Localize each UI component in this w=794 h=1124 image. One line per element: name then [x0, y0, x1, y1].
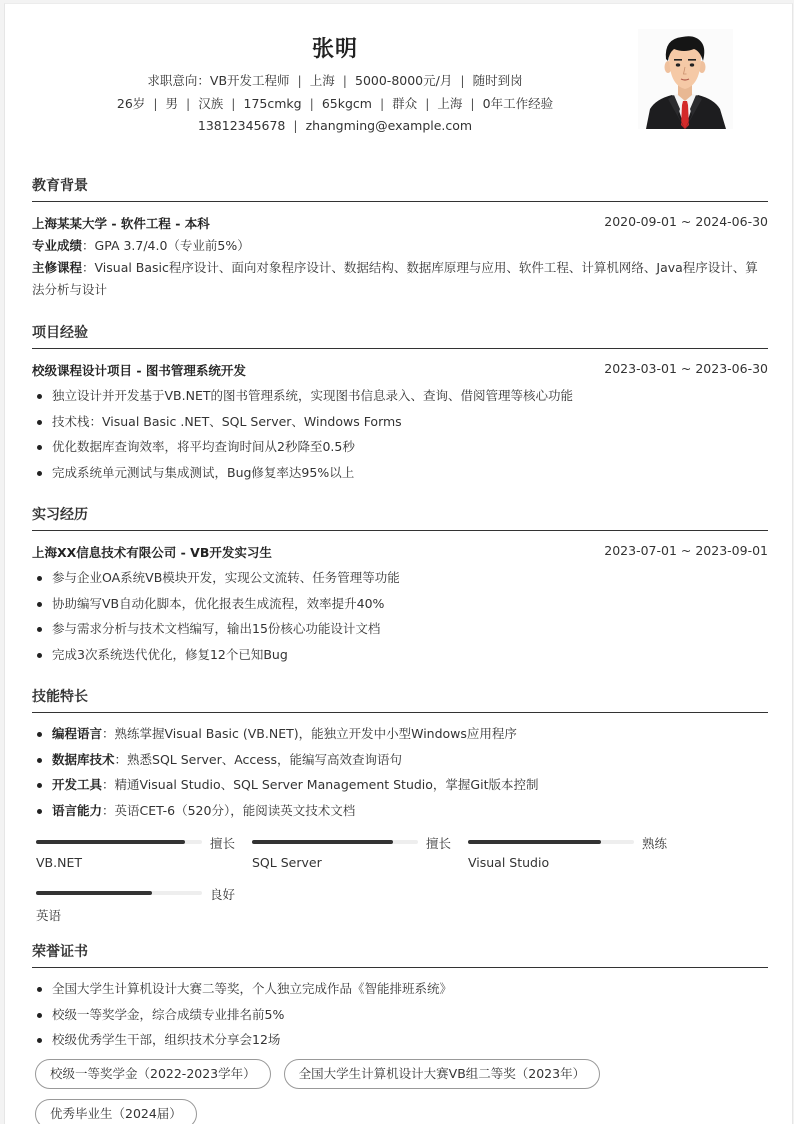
internship-entry-header [32, 543, 768, 561]
list-item: 独立设计并开发基于VB.NET的图书管理系统，实现图书信息录入、查询、借阅管理等核心功能 [32, 383, 768, 409]
list-item: 校级一等奖学金，综合成绩专业排名前5% [32, 1002, 768, 1028]
skill-fill [36, 840, 185, 844]
project-name: 校级课程设计项目 - 图书管理系统开发 [32, 363, 246, 378]
separator: | [379, 96, 385, 111]
education-section [32, 175, 768, 301]
honors-section [32, 941, 768, 1053]
resume-header [5, 4, 792, 144]
avatar [638, 29, 733, 129]
expected-salary: 5000-8000元/月 [355, 73, 453, 88]
internship-date: 2023-07-01 ~ 2023-09-01 [604, 543, 768, 558]
separator: | [186, 96, 191, 111]
education-date: 2020-09-01 ~ 2024-06-30 [604, 214, 768, 229]
section-title: 技能特长 [32, 686, 768, 713]
list-item [32, 798, 768, 824]
skill-text: ：英语CET-6（520分），能阅读英文技术文档 [102, 802, 356, 818]
list-item: 优化数据库查询效率，将平均查询时间从2秒降至0.5秒 [32, 434, 768, 460]
skill-bar-english [36, 885, 236, 925]
candidate-name: 张明 [311, 37, 358, 62]
skill-name: 英语 [36, 908, 62, 923]
contact-line [5, 118, 665, 133]
personal-info-line [5, 94, 665, 112]
skills-bullets [32, 721, 768, 823]
list-item [32, 721, 768, 747]
skill-text: ：熟悉SQL Server、Access，能编写高效查询语句 [114, 751, 403, 767]
list-item [32, 772, 768, 798]
skill-track [36, 840, 202, 844]
skill-fill [468, 840, 601, 844]
availability: 随时到岗 [472, 73, 523, 88]
skill-fill [252, 840, 393, 844]
ethnicity: 汉族 [198, 96, 224, 111]
list-item [32, 747, 768, 773]
project-date: 2023-03-01 ~ 2023-06-30 [604, 361, 768, 376]
separator: | [425, 96, 430, 111]
list-item: 校级优秀学生干部，组织技术分享会12场 [32, 1027, 768, 1053]
skill-bar-visual-studio [468, 834, 668, 874]
list-item: 协助编写VB自动化脚本，优化报表生成流程，效率提升40% [32, 591, 768, 617]
avatar-portrait-icon [638, 29, 733, 129]
age: 26岁 [116, 96, 146, 111]
skill-label: 语言能力 [52, 802, 103, 818]
project-entry-header [32, 361, 768, 379]
skill-level-bars [36, 834, 736, 924]
separator: | [153, 96, 158, 111]
projects-section [32, 322, 768, 485]
courses-label: 主修课程 [32, 260, 83, 275]
separator: | [460, 73, 465, 88]
honor-tag: 校级一等奖学金（2022-2023学年） [35, 1059, 271, 1089]
separator: | [309, 96, 314, 111]
skills-section [32, 686, 768, 823]
skill-track [468, 840, 634, 844]
target-city: 上海 [309, 73, 335, 88]
education-entry-header [32, 214, 768, 232]
skill-bar-sql-server [252, 834, 452, 874]
separator: | [342, 73, 347, 88]
height: 175cmkg [243, 96, 302, 111]
gpa-line [32, 235, 768, 257]
separator: | [231, 96, 236, 111]
honors-bullets [32, 976, 768, 1053]
internship-bullets [32, 565, 768, 667]
gpa-value: ：GPA 3.7/4.0（专业前5%） [82, 238, 250, 253]
project-bullets [32, 383, 768, 485]
courses-line [32, 257, 768, 301]
section-title: 项目经验 [32, 322, 768, 349]
skill-text: ：精通Visual Studio、SQL Server Management Studio，掌握Git版本控制 [102, 777, 539, 792]
skill-bar-vbnet [36, 834, 236, 874]
skill-label: 编程语言 [52, 726, 103, 741]
list-item: 技术栈：Visual Basic .NET、SQL Server、Windows Forms [32, 409, 768, 435]
skill-fill [36, 891, 152, 895]
job-intention-line [5, 71, 665, 89]
skill-label: 数据库技术 [52, 751, 115, 767]
separator: | [470, 96, 475, 111]
skill-label: 开发工具 [52, 777, 103, 792]
school-major-degree: 上海某某大学 - 软件工程 - 本科 [32, 216, 210, 231]
resume-page [4, 3, 793, 1124]
gpa-label: 专业成绩 [32, 238, 83, 253]
honor-tag: 优秀毕业生（2024届） [35, 1099, 197, 1124]
section-title: 荣誉证书 [32, 941, 768, 968]
separator: | [297, 73, 302, 88]
list-item: 参与需求分析与技术文档编写，输出15份核心功能设计文档 [32, 616, 768, 642]
honor-tag: 全国大学生计算机设计大赛VB组二等奖（2023年） [284, 1059, 600, 1089]
skill-level: 良好 [210, 887, 236, 902]
political-status: 群众 [392, 96, 418, 111]
skill-level: 熟练 [642, 836, 668, 851]
job-intention: 求职意向：VB开发工程师 [147, 73, 290, 88]
skill-level: 擅长 [210, 836, 236, 851]
weight: 65kgcm [321, 96, 372, 111]
separator: | [293, 118, 298, 133]
skill-level: 擅长 [426, 836, 452, 851]
section-title: 实习经历 [32, 504, 768, 531]
list-item: 参与企业OA系统VB模块开发，实现公文流转、任务管理等功能 [32, 565, 768, 591]
internship-section [32, 504, 768, 667]
skill-track [36, 891, 202, 895]
skill-name: VB.NET [36, 855, 82, 870]
company-position: 上海XX信息技术有限公司 - VB开发实习生 [32, 545, 272, 560]
skill-track [252, 840, 418, 844]
work-experience: 0年工作经验 [482, 96, 554, 111]
list-item: 完成3次系统迭代优化，修复12个已知Bug [32, 642, 768, 668]
honor-tags [35, 1059, 755, 1124]
skill-text: ：熟练掌握Visual Basic (VB.NET)，能独立开发中小型Windows应用程序 [102, 726, 517, 741]
list-item: 完成系统单元测试与集成测试，Bug修复率达95%以上 [32, 460, 768, 486]
skill-name: SQL Server [252, 855, 322, 870]
skill-name: Visual Studio [468, 855, 550, 870]
courses-value: ：Visual Basic程序设计、面向对象程序设计、数据结构、数据库原理与应用、软件工程、计算机网络、Java程序设计、算法分析与设计 [32, 260, 758, 297]
email: zhangming@example.com [305, 118, 473, 133]
residence: 上海 [437, 96, 463, 111]
gender: 男 [165, 96, 179, 111]
list-item: 全国大学生计算机设计大赛二等奖，个人独立完成作品《智能排班系统》 [32, 976, 768, 1002]
section-title: 教育背景 [32, 175, 768, 202]
phone: 13812345678 [197, 118, 286, 133]
